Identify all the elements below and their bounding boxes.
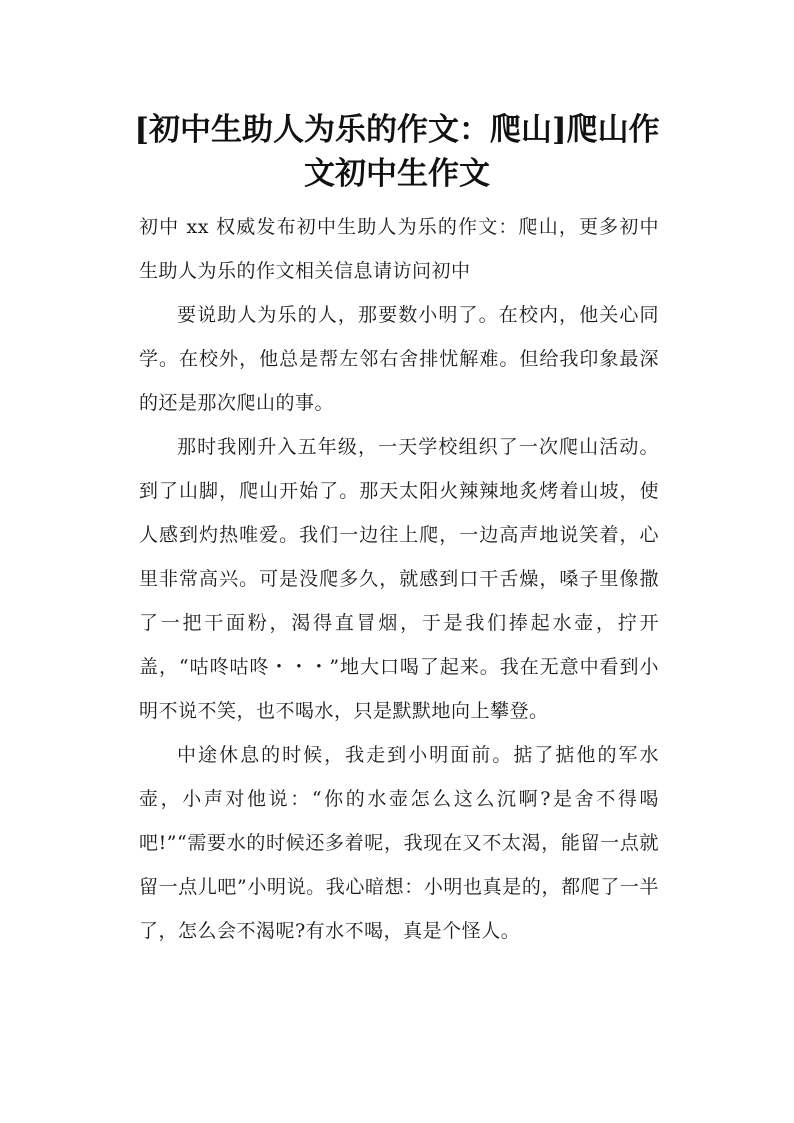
body-paragraph: 中途休息的时候，我走到小明面前。掂了掂他的军水壶，小声对他说：“你的水壶怎么这么沉啊?是舍不得喝吧!”“需要水的时候还多着呢，我现在又不太渴，能留一点就留一点儿吧”小明说。我心暗想：小明也真是的，都爬了一半了，怎么会不渴呢?有水不喝，真是个怪人。 (139, 744, 659, 942)
intro-paragraph: 初中 xx 权威发布初中生助人为乐的作文：爬山，更多初中生助人为乐的作文相关信息请访问初中 (139, 216, 659, 282)
body-paragraph: 要说助人为乐的人，那要数小明了。在校内，他关心同学。在校外，他总是帮左邻右舍排忧解难。但给我印象最深的还是那次爬山的事。 (139, 304, 659, 414)
document-body (139, 205, 659, 953)
body-paragraph: 那时我刚升入五年级，一天学校组织了一次爬山活动。到了山脚，爬山开始了。那天太阳火辣辣地炙烤着山坡，使人感到灼热唯爱。我们一边往上爬，一边高声地说笑着，心里非常高兴。可是没爬多久，就感到口干舌燥，嗓子里像撒了一把干面粉，渴得直冒烟，于是我们捧起水壶，拧开盖，“咕咚咕咚・・・”地大口喝了起来。我在无意中看到小明不说不笑，也不喝水，只是默默地向上攀登。 (139, 436, 659, 722)
document-title: [初中生助人为乐的作文：爬山]爬山作文初中生作文 (134, 112, 660, 192)
